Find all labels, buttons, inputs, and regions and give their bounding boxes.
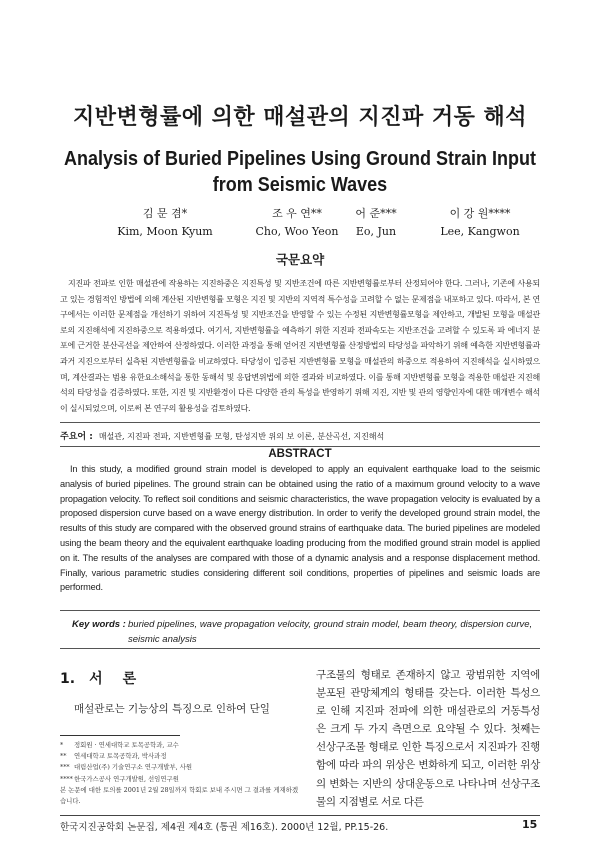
title-english-line2: from Seismic Waves [212,174,388,196]
divider-keywords-bottom [60,648,540,649]
author-2-name-en: Cho, Woo Yeon [255,225,339,238]
section-title-part1: 서 [89,671,103,687]
footnote-text: 정회원 · 연세대학교 토목공학과, 교수 [74,741,179,749]
author-3-name-en: Eo, Jun [355,225,397,238]
divider-keywords-top [60,610,540,611]
footnote-discussion [60,785,300,807]
divider-top [60,422,540,423]
title-english-line1: Analysis of Buried Pipelines Using Ground Strain Input [63,148,537,170]
journal-citation: 한국지진공학회 논문집, 제4권 제4호 (통권 제16호). 2000년 12월, PP.15-26. [60,822,389,833]
abstract-korean-body: 지진파 전파로 인한 매설관에 작용하는 지진하중은 지진특성 및 지반조건에 따른 지반변형률로부터 산정되어야 한다. 그러나, 기존에 사용되고 있는 경험적인 방법에 의해 계산된 지반변형률 모형은 지진 및 지반의 지역적 특수성을 고려할 수 없는 문제점을 내포하고 있다. 따라서, 본 연구에서는 이러한 문제점을 개선하기 위하여 지진특성 및 지반조건을 반영할 수 있는 수정된 지반변형률모형을 제안하고, 개발된 모형을 매설관로의 지진해석에 지진하중으로 적용하였다. 여기서, 지반변형률을 예측하기 위한 지진파 전파속도는 지반조건을 고려할 수 있도록 파 에너지 분포에 근거한 분산곡선을 제안하여 산정하였다. 이러한 과정을 통해 얻어진 지반변형률 산정방법의 타당성을 파악하기 위해 예측한 지반변형률과 과거 지진으로부터 실측된 지반변형률을 비교하였다. 타당성이 입증된 지반변형률 모형을 매설관의 하중으로 적용하여 지진해석을 실시하였으며, 계산결과는 범용 유한요소해석을 통한 동해석 및 응답변위법에 의한 결과와 비교하였다. 이를 통해 지반변형률 모형을 적용한 매설관 지진해석의 타당성을 검증하였다. 또한, 지진 및 지반환경이 다른 다양한 관의 특성을 반영하기 위해 지진, 지반 및 관의 영향인자에 대한 매개변수 해석이 실시되었으며, 이로써 본 연구의 활용성을 검토하였다. [60,279,540,413]
keywords-english [72,617,542,647]
section-number: 1. [60,671,76,687]
divider-middle [60,446,540,447]
author-1-name-en: Kim, Moon Kyum [117,225,213,238]
title-english [30,146,570,198]
section-title-part2: 론 [122,671,137,687]
intro-right-column: 구조물의 형태로 존재하지 않고 광범위한 지역에 분포된 관망체계의 형태를 갖는다. 이러한 특성으로 인해 지진파 전파에 의한 매설관로의 거동특성은 크게 두 가지 측면으로 요약될 수 있다. 첫째는 선상구조물 형태로 인한 특징으로서 지진파가 진행함에 따라 파의 위상은 변화하게 되고, 이러한 위상의 변화는 지반의 상대운동으로 나타나며 선상구조물의 지점별로 서로 다른 [316,669,540,808]
author-1 [110,205,220,238]
keywords-korean-value: 매설관, 지진파 전파, 지반변형률 모형, 탄성지반 위의 보 이론, 분산곡선, 지진해석 [98,432,385,441]
footnote-1 [60,740,300,751]
footnote-text: 본 논문에 대한 토의를 2001년 2월 28일까지 학회로 보내 주시면 그 결과를 게재하겠습니다. [60,785,299,806]
footnote-2 [60,751,300,762]
footnote-mark: ** [60,752,67,761]
intro-left-paragraph: 매설관로는 기능상의 특징으로 인하여 단일 [74,703,270,715]
footnote-mark: *** [60,763,70,772]
keywords-english-value: buried pipelines, wave propagation velocity, ground strain model, beam theory, dispersion curve, seismic analysis [128,619,533,645]
keywords-english-label: Key words : [72,619,126,630]
author-3 [336,205,416,238]
section-heading-introduction [60,668,136,688]
footnote-mark: **** [60,774,73,783]
abstract-korean-heading: 국문요약 [275,252,325,267]
author-3-name-ko: 어 준*** [355,207,397,220]
footnotes [60,740,300,807]
title-korean: 지반변형률에 의한 매설관의 지진파 거동 해석 [72,105,528,130]
footnote-4 [60,774,300,785]
author-list [117,205,540,245]
footnote-text: 연세대학교 토목공학과, 박사과정 [74,752,167,761]
keywords-korean-label: 주요어 : [60,432,93,442]
author-4-name-en: Lee, Kangwon [440,225,520,238]
author-1-name-ko: 김 문 겸* [142,207,188,220]
footnote-text: 한국가스공사 연구개발원, 선임연구원 [74,774,179,783]
footnote-divider [60,735,180,736]
keywords-korean [60,429,384,442]
author-2-name-ko: 조 우 연** [272,207,322,220]
abstract-english-heading: ABSTRACT [268,448,332,460]
footnote-mark: * [60,741,64,749]
footnote-text: 대림산업(주) 기술연구소 연구개발부, 사원 [74,763,193,772]
author-4-name-ko: 이 강 원**** [449,207,511,220]
page-number: 15 [522,818,538,831]
abstract-english-body: In this study, a modified ground strain model is developed to apply an equivalent earthquake load to the seismic analysis of buried pipelines. The ground strain can be obtained using the ratio of a maximum ground velocity to a wave propagation velocity. To reflect soil conditions and seismic characteristics, the wave propagation velocity is evaluated by a proposed dispersion curve based on a wave energy distribution. In order to verify the developed ground strain model, the results of this study are compared with the observed ground strains of earthquake data. The buried pipelines are modeled using the beam theory and the equivalent earthquake loading producing from the modified ground strain model is applied on it. The results of the analyses are compared with those of a dynamic analysis and a response displacement method. Finally, various parametric studies considering different soil conditions, properties of pipelines and seismic loads are performed. [60,464,540,593]
footer-rule [60,815,540,816]
footnote-3 [60,762,300,773]
author-4 [420,205,540,238]
